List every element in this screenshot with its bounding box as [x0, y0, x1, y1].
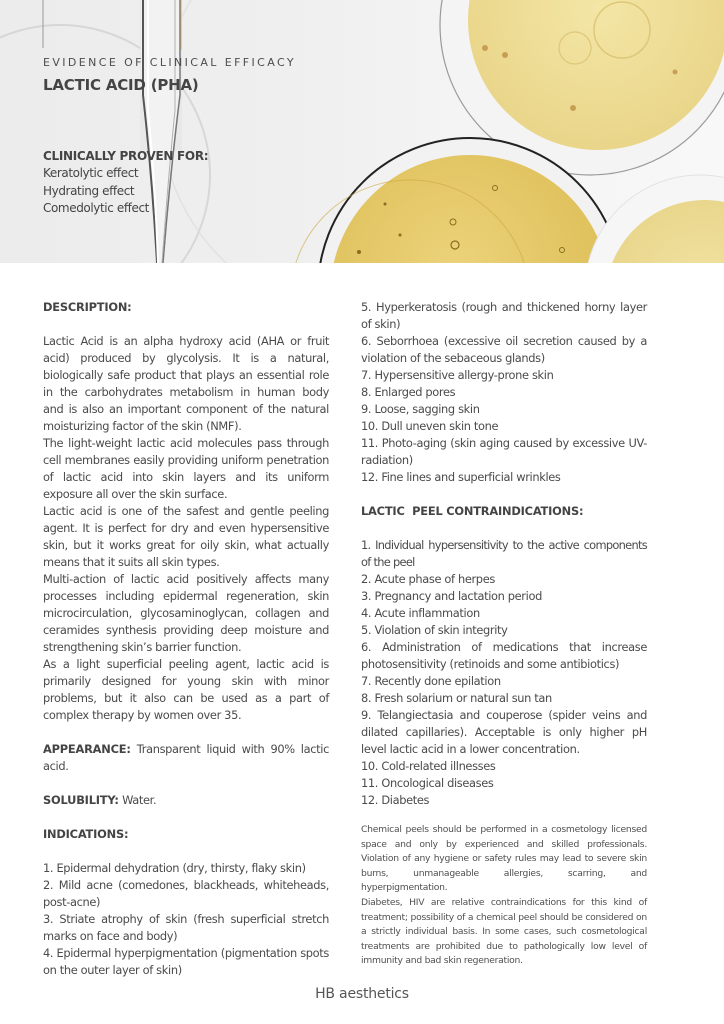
indication-item: 8. Enlarged pores — [361, 385, 456, 399]
contraindication-item: 6. Administration of medications that increase photosensitivity (retinoids and some antibiotics) — [361, 640, 647, 671]
indications-heading: INDICATIONS: — [43, 827, 129, 841]
indication-item: 6. Seborrhoea (excessive oil secretion caused by a violation of the sebaceous glands) — [361, 334, 647, 365]
appearance-field — [43, 741, 329, 775]
description-paragraph: Multi-action of lactic acid positively affects many processes including epidermal regeneration, skin microcirculation, glycosaminoglycan, collagen and ceramides synthesis providing deep moisture and strengthening skin’s barrier function. — [43, 572, 329, 654]
indication-item: 2. Mild acne (comedones, blackheads, whiteheads, post-acne) — [43, 878, 329, 909]
petri-dish-photo — [0, 0, 724, 263]
contraindication-item: 12. Diabetes — [361, 793, 430, 807]
solubility-value: Water. — [118, 793, 157, 807]
contraindication-item: 7. Recently done epilation — [361, 674, 501, 688]
proven-list — [43, 165, 149, 218]
contraindication-item: 3. Pregnancy and lactation period — [361, 589, 542, 603]
contraindication-item: 10. Cold-related illnesses — [361, 759, 496, 773]
appearance-label: APPEARANCE: — [43, 742, 131, 756]
left-column — [43, 299, 329, 979]
solubility-label: SOLUBILITY: — [43, 793, 119, 807]
footer-brand: HB aesthetics — [315, 986, 409, 1002]
indication-item: 10. Dull uneven skin tone — [361, 419, 499, 433]
indication-item: 3. Striate atrophy of skin (fresh superficial stretch marks on face and body) — [43, 912, 329, 943]
proven-heading: CLINICALLY PROVEN FOR: — [43, 149, 209, 163]
contraindication-item: 4. Acute inflammation — [361, 606, 480, 620]
solubility-field — [43, 792, 329, 809]
indication-item: 4. Epidermal hyperpigmentation (pigmentation spots on the outer layer of skin) — [43, 946, 329, 977]
indication-item: 5. Hyperkeratosis (rough and thickened horny layer of skin) — [361, 300, 647, 331]
contraindication-item: 11. Oncological diseases — [361, 776, 494, 790]
contraindication-item: 1. Individual hypersensitivity to the active components of the peel — [361, 538, 647, 569]
proven-item: Hydrating effect — [43, 183, 135, 198]
description-paragraph: Lactic acid is one of the safest and gentle peeling agent. It is perfect for dry and even hypersensitive skin, but it works great for oily skin, what actually means that it suits all skin types. — [43, 504, 329, 569]
indication-item: 7. Hypersensitive allergy-prone skin — [361, 368, 554, 382]
hero-banner — [0, 0, 724, 263]
contraindication-item: 2. Acute phase of herpes — [361, 572, 495, 586]
description-paragraph: As a light superficial peeling agent, lactic acid is primarily designed for young skin with minor problems, but it also can be used as a part of complex therapy by women over 35. — [43, 657, 329, 722]
description-paragraph: Lactic Acid is an alpha hydroxy acid (AHA or fruit acid) produced by glycolysis. It is a natural, biologically safe product that plays an essential role in the carbohydrates metabolism in human body and is also an important component of the natural moisturizing factor of the skin (NMF). — [43, 334, 329, 433]
indication-item: 11. Photo-aging (skin aging caused by excessive UV-radiation) — [361, 436, 647, 467]
contraindication-item: 5. Violation of skin integrity — [361, 623, 508, 637]
page-title: LACTIC ACID (PHA) — [43, 76, 199, 94]
contraindications-heading: LACTIC PEEL CONTRAINDICATIONS: — [361, 504, 584, 518]
indication-item: 1. Epidermal dehydration (dry, thirsty, flaky skin) — [43, 861, 306, 875]
appearance-value: Transparent liquid with 90% lactic acid. — [43, 742, 329, 773]
disclaimer-paragraph: Diabetes, HIV are relative contraindications for this kind of treatment; possibility of a chemical peel should be considered on a strictly individual basis. In some cases, such cosmetological treatments are prohibited due to pathologically low level of immunity and bad skin regeneration. — [361, 896, 647, 967]
indication-item: 9. Loose, sagging skin — [361, 402, 480, 416]
right-column — [361, 299, 647, 969]
description-heading: DESCRIPTION: — [43, 300, 132, 314]
description-paragraph: The light-weight lactic acid molecules pass through cell membranes easily providing uniform penetration of lactic acid into skin layers and its uniform exposure all over the skin surface. — [43, 436, 329, 501]
contraindication-item: 8. Fresh solarium or natural sun tan — [361, 691, 552, 705]
disclaimer-paragraph: Chemical peels should be performed in a cosmetology licensed space and only by experienced and skilled professionals. Violation of any hygiene or safety rules may lead to severe skin burns, unmanageable allergies, scarring, and hyperpigmentation. — [361, 824, 647, 894]
section-kicker: EVIDENCE OF CLINICAL EFFICACY — [43, 56, 297, 69]
contraindication-item: 9. Telangiectasia and couperose (spider veins and dilated capillaries). Acceptable is only higher pH level lactic acid in a lower concentration. — [361, 708, 647, 756]
proven-item: Comedolytic effect — [43, 201, 149, 215]
proven-item: Keratolytic effect — [43, 166, 139, 180]
indication-item: 12. Fine lines and superficial wrinkles — [361, 470, 561, 484]
